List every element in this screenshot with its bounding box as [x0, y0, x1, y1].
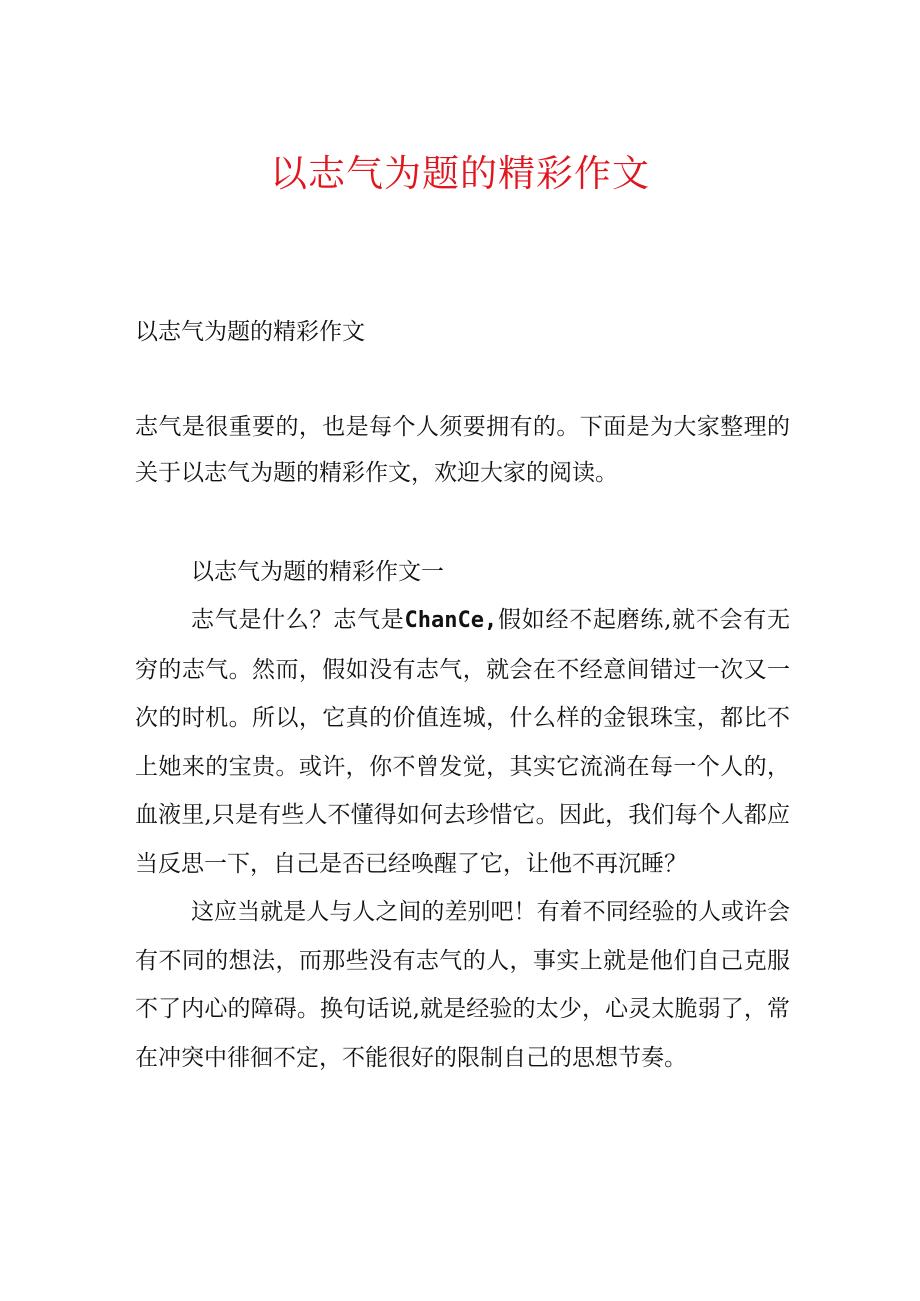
essay-paragraph-2: 这应当就是人与人之间的差别吧！有着不同经验的人或许会有不同的想法，而那些没有志气的人，事实上就是他们自己克服不了内心的障碍。换句话说,就是经验的太少，心灵太脆弱了，常在冲突中徘徊不定，不能很好的限制自己的思想节奏。 [135, 899, 790, 1071]
essay-heading: 以志气为题的精彩作文一 [191, 559, 444, 585]
document-title: 以志气为题的精彩作文 [270, 152, 650, 195]
essay-section [135, 548, 790, 1082]
paragraph-1-rest: 假如经不起磨练,就不会有无穷的志气。然而，假如没有志气，就会在不经意间错过一次又一次的时机。所以，它真的价值连城，什么样的金银珠宝，都比不上她来的宝贵。或许，你不曾发觉，其实它流淌在每一个人的，血液里,只是有些人不懂得如何去珍惜它。因此，我们每个人都应当反思一下，自己是否已经唤醒了它，让他不再沉睡？ [135, 607, 791, 877]
document-subtitle: 以志气为题的精彩作文 [135, 319, 365, 345]
paragraph-1-start: 志气是什么？志气是 [191, 607, 405, 633]
chance-word: ChanCe, [404, 608, 498, 633]
intro-paragraph: 志气是很重要的，也是每个人须要拥有的。下面是为大家整理的关于以志气为题的精彩作文，欢迎大家的阅读。 [135, 414, 790, 486]
essay-paragraph-1 [135, 596, 790, 888]
